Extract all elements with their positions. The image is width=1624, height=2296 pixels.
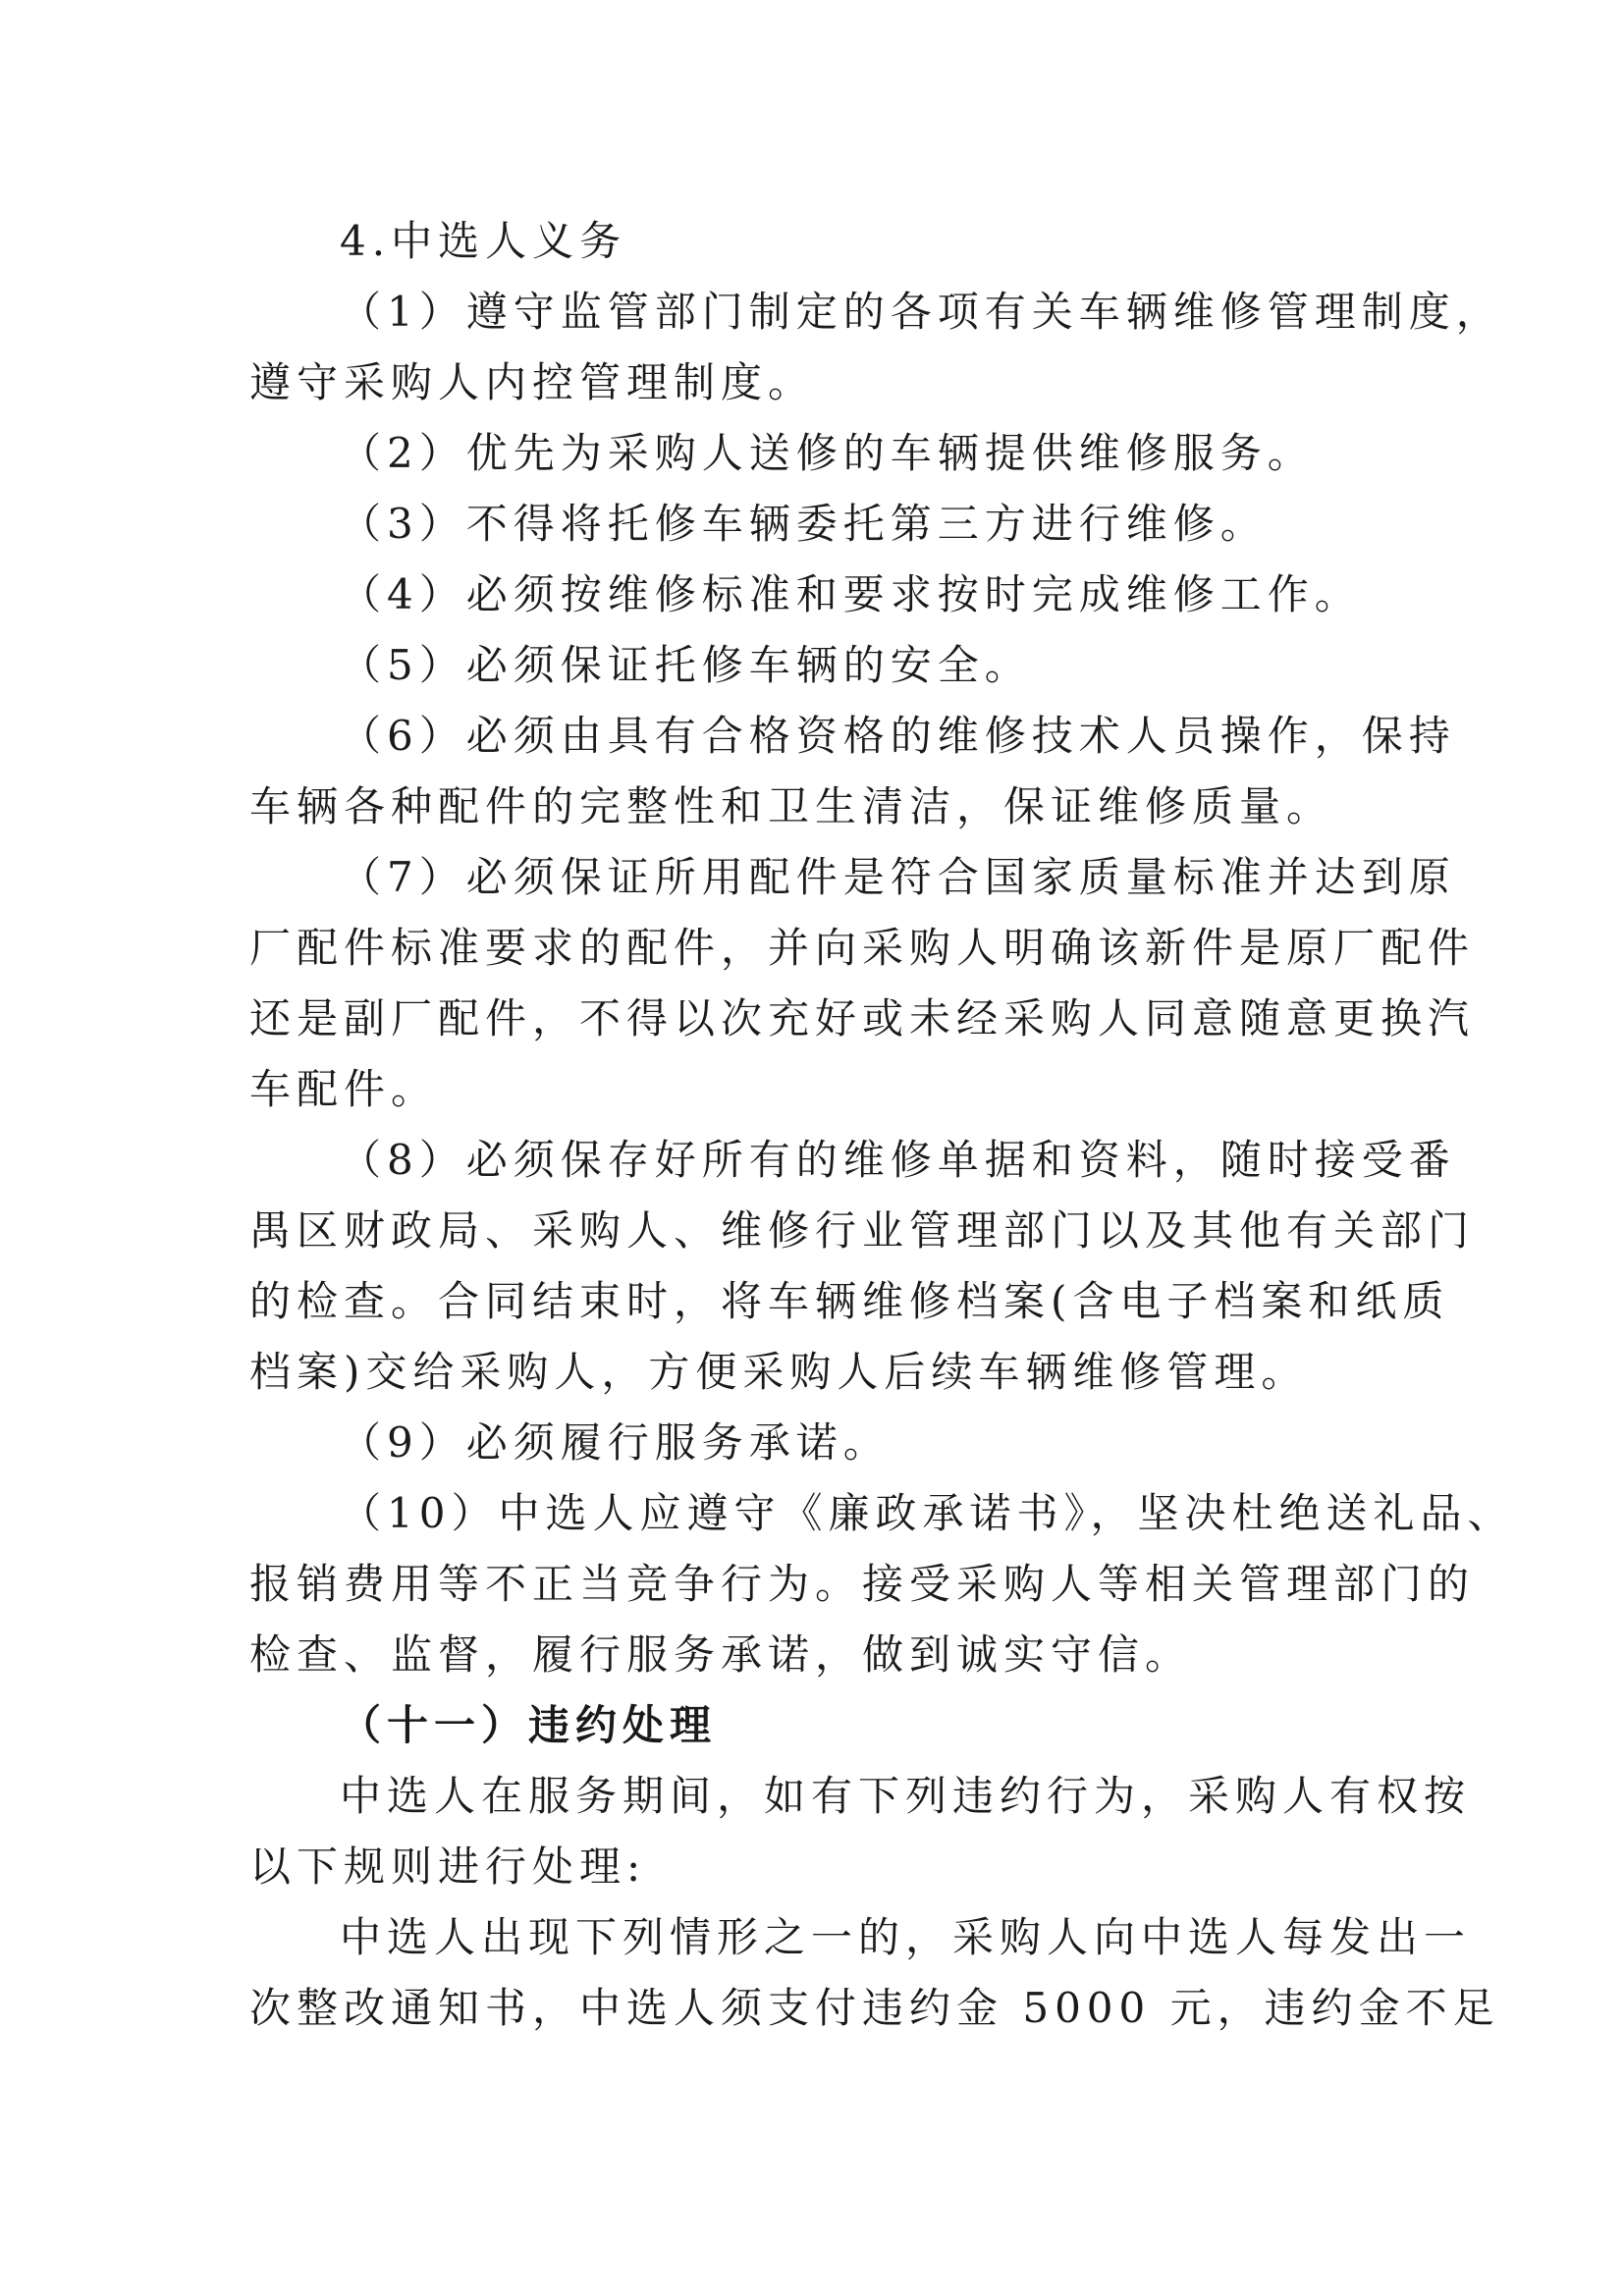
paragraph-line: （2）优先为采购人送修的车辆提供维修服务。 [340, 429, 1315, 477]
paragraph-line: 遵守采购人内控管理制度。 [249, 358, 816, 406]
paragraph-line: （4）必须按维修标准和要求按时完成维修工作。 [340, 570, 1362, 618]
paragraph-line: 检查、监督，履行服务承诺，做到诚实守信。 [249, 1630, 1193, 1679]
paragraph-line: 次整改通知书，中选人须支付违约金 5000 元，违约金不足 [249, 1984, 1500, 2032]
paragraph-line: 车配件。 [249, 1065, 439, 1113]
section-heading-obligations: 4.中选人义务 [340, 217, 627, 265]
paragraph-line: （8）必须保存好所有的维修单据和资料，随时接受番 [340, 1136, 1456, 1184]
paragraph-line: 中选人出现下列情形之一的，采购人向中选人每发出一 [340, 1913, 1472, 1961]
paragraph-line: 以下规则进行处理: [249, 1842, 647, 1891]
paragraph-line: （10）中选人应遵守《廉政承诺书》，坚决杜绝送礼品、 [340, 1489, 1515, 1537]
paragraph-line: 禺区财政局、采购人、维修行业管理部门以及其他有关部门 [249, 1206, 1476, 1255]
paragraph-line: （9）必须履行服务承诺。 [340, 1418, 891, 1467]
paragraph-line: 厂配件标准要求的配件，并向采购人明确该新件是原厂配件 [249, 924, 1476, 972]
paragraph-line: 报销费用等不正当竞争行为。接受采购人等相关管理部门的 [249, 1560, 1476, 1608]
paragraph-line: 档案)交给采购人，方便采购人后续车辆维修管理。 [249, 1348, 1309, 1396]
paragraph-line: （7）必须保证所用配件是符合国家质量标准并达到原 [340, 853, 1456, 901]
paragraph-line: 还是副厂配件，不得以次充好或未经采购人同意随意更换汽 [249, 994, 1476, 1042]
paragraph-line: 的检查。合同结束时，将车辆维修档案(含电子档案和纸质 [249, 1277, 1450, 1325]
paragraph-line: （6）必须由具有合格资格的维修技术人员操作，保持 [340, 712, 1456, 760]
paragraph-line: 车辆各种配件的完整性和卫生清洁，保证维修质量。 [249, 782, 1334, 830]
paragraph-line: （5）必须保证托修车辆的安全。 [340, 641, 1032, 689]
paragraph-line: 中选人在服务期间，如有下列违约行为，采购人有权按 [340, 1772, 1472, 1820]
section-heading-breach: （十一）违约处理 [340, 1701, 718, 1749]
paragraph-line: （1）遵守监管部门制定的各项有关车辆维修管理制度， [340, 288, 1503, 336]
paragraph-line: （3）不得将托修车辆委托第三方进行维修。 [340, 500, 1268, 548]
